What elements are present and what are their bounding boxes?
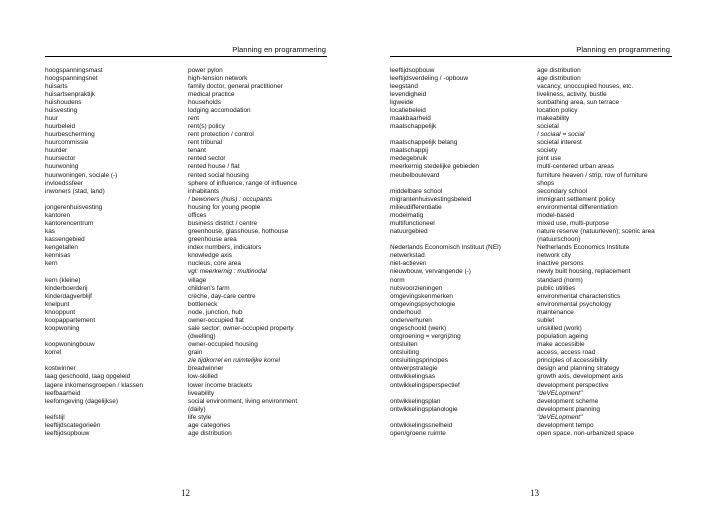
glossary-entry xyxy=(390,373,710,381)
english-translation: (daily) xyxy=(188,405,206,413)
english-translation: nucleus, core area xyxy=(188,260,241,268)
english-translation: breadwinner xyxy=(188,365,224,373)
glossary-entry xyxy=(45,252,355,260)
english-translation: ! sociaal = social xyxy=(537,131,585,139)
english-translation: societal xyxy=(537,123,559,131)
dutch-term: ligweide xyxy=(390,98,414,106)
dutch-term: medegebruik xyxy=(390,155,428,163)
glossary-entry xyxy=(45,180,355,188)
dutch-term: ontsluitingsprincipes xyxy=(390,357,448,365)
glossary-entry xyxy=(390,349,710,357)
dutch-term: ontwikkelingssnelheid xyxy=(390,421,453,429)
english-translation: lower income brackets xyxy=(188,381,253,389)
glossary-entry xyxy=(45,91,355,99)
glossary-entry xyxy=(45,357,355,365)
english-translation: multi-centered urban areas xyxy=(537,163,614,171)
english-translation: (dwelling) xyxy=(188,333,216,341)
glossary-entry xyxy=(390,83,710,91)
dutch-term: nutsvoorzieningen xyxy=(390,284,443,292)
english-translation: node, junction, hub xyxy=(188,308,243,316)
english-translation: society xyxy=(537,147,558,155)
glossary-entry xyxy=(390,252,710,260)
dutch-term: huisarts xyxy=(45,82,68,90)
dutch-term: multifunctioneel xyxy=(390,219,435,227)
glossary-entry xyxy=(45,414,355,422)
dutch-term: maatschappelijk xyxy=(390,123,437,131)
glossary-entry xyxy=(45,244,355,252)
english-translation: "deVELopment" xyxy=(537,389,583,397)
glossary-entry xyxy=(45,430,355,438)
glossary-entry xyxy=(45,293,355,301)
dutch-term: invloedssfeer xyxy=(45,179,83,187)
dutch-term: huur xyxy=(45,114,58,122)
dutch-term: ontwikkelingsperspectief xyxy=(390,381,460,389)
glossary-entry xyxy=(45,341,355,349)
english-translation: development planning xyxy=(537,405,600,413)
glossary-entry xyxy=(390,123,710,131)
glossary-entry xyxy=(45,204,355,212)
english-translation: village xyxy=(188,276,207,284)
glossary-entry xyxy=(45,333,355,341)
glossary-entry xyxy=(45,188,355,196)
glossary-entry xyxy=(45,139,355,147)
dutch-term: huurcommissie xyxy=(45,139,89,147)
english-translation: "deVELopment" xyxy=(537,413,583,421)
english-translation: model-based xyxy=(537,211,575,219)
dutch-term: leeftijdsverdeling / -opbouw xyxy=(390,74,469,82)
english-translation: design and planning strategy xyxy=(537,365,620,373)
dutch-term: huurbeleid xyxy=(45,123,76,131)
dutch-term: huurwoning xyxy=(45,163,79,171)
glossary-entry xyxy=(45,172,355,180)
glossary-entry xyxy=(390,357,710,365)
dutch-term: maakbaarheid xyxy=(390,114,431,122)
glossary-entry xyxy=(390,204,710,212)
english-translation: maintenance xyxy=(537,308,574,316)
english-translation: societal interest xyxy=(537,139,582,147)
english-translation: secondary school xyxy=(537,187,588,195)
glossary-entry xyxy=(390,422,710,430)
dutch-term: kantoren xyxy=(45,211,71,219)
english-translation: inactive persons xyxy=(537,260,584,268)
english-translation: liveliness, activity, bustle xyxy=(537,90,607,98)
glossary-entry xyxy=(390,341,710,349)
glossary-entry xyxy=(390,212,710,220)
dutch-term: kern xyxy=(45,260,58,268)
glossary-entry xyxy=(45,349,355,357)
glossary-entry xyxy=(390,228,710,236)
glossary-list xyxy=(45,67,355,439)
glossary-entry xyxy=(45,196,355,204)
glossary-entry xyxy=(390,147,710,155)
glossary-entry xyxy=(390,390,710,398)
dutch-term: meubelboulevard xyxy=(390,171,440,179)
english-translation: offices xyxy=(188,211,207,219)
dutch-term: ontwikkelingsplanologie xyxy=(390,405,458,413)
glossary-entry xyxy=(390,406,710,414)
glossary-entry xyxy=(45,236,355,244)
english-translation: owner-occupied flat xyxy=(188,316,244,324)
dutch-term: kostwinner xyxy=(45,365,76,373)
glossary-entry xyxy=(45,422,355,430)
glossary-entry xyxy=(390,188,710,196)
english-translation: sphere of influence, range of influence xyxy=(188,179,298,187)
dutch-term: open/groene ruimte xyxy=(390,430,446,438)
english-translation: environmental characteristics xyxy=(537,292,621,300)
dutch-term: kern (kleine) xyxy=(45,276,81,284)
glossary-entry xyxy=(45,115,355,123)
english-translation: zie tijdkorrel en ruimtelijke korrel xyxy=(188,357,280,365)
glossary-entry xyxy=(45,277,355,285)
glossary-entry xyxy=(45,406,355,414)
glossary-entry xyxy=(45,285,355,293)
glossary-entry xyxy=(390,67,710,75)
english-translation: (natuurschoon) xyxy=(537,236,581,244)
english-translation: environmental differentiation xyxy=(537,203,618,211)
glossary-entry xyxy=(390,180,710,188)
dutch-term: ontsluiting xyxy=(390,349,419,357)
dutch-term: kassengebied xyxy=(45,236,85,244)
english-translation: sale sector; owner-occupied property xyxy=(188,325,294,332)
english-translation: social environment, living environment xyxy=(188,397,298,405)
dutch-term: norm xyxy=(390,276,405,284)
english-translation: age categories xyxy=(188,421,231,429)
running-header: Planning en programmering xyxy=(232,45,326,54)
glossary-entry xyxy=(45,220,355,228)
dutch-term: huishoudens xyxy=(45,98,82,106)
glossary-entry xyxy=(390,277,710,285)
dutch-term: koopappartement xyxy=(45,316,96,324)
dutch-term: knelpunt xyxy=(45,300,70,308)
glossary-entry xyxy=(390,115,710,123)
dutch-term: leeftijdsopbouw xyxy=(45,430,90,438)
dutch-term: inwoners (stad, land) xyxy=(45,187,105,195)
english-translation: network city xyxy=(537,252,571,260)
glossary-entry xyxy=(390,301,710,309)
english-translation: environmental psychology xyxy=(537,300,612,308)
dutch-term: omgevingspsychologie xyxy=(390,300,456,308)
english-translation: crèche, day-care centre xyxy=(188,292,256,300)
english-translation: low-skilled xyxy=(188,373,218,381)
english-translation: grain xyxy=(188,349,203,357)
dutch-term: koopwoning xyxy=(45,325,80,332)
glossary-entry xyxy=(45,131,355,139)
english-translation: knowledge axis xyxy=(188,252,233,260)
dutch-term: middelbare school xyxy=(390,187,443,195)
english-translation: life style xyxy=(188,413,212,421)
english-translation: development perspective xyxy=(537,381,609,389)
english-translation: vacancy, unoccupied houses, etc. xyxy=(537,82,634,90)
english-translation: development tempo xyxy=(537,421,594,429)
glossary-entry xyxy=(390,382,710,390)
glossary-entry xyxy=(390,398,710,406)
glossary-entry xyxy=(390,317,710,325)
glossary-entry xyxy=(45,67,355,75)
glossary-entry xyxy=(390,325,710,333)
english-translation: rent tribunal xyxy=(188,139,222,147)
glossary-entry xyxy=(390,430,710,438)
dutch-term: huurbescherming xyxy=(45,131,95,139)
english-translation: principles of accessibility xyxy=(537,357,608,365)
glossary-entry xyxy=(390,99,710,107)
english-translation: public utilities xyxy=(537,284,576,292)
dutch-term: leefstijl xyxy=(45,413,65,421)
glossary-entry xyxy=(45,373,355,381)
dutch-term: kennisas xyxy=(45,252,71,260)
glossary-entry xyxy=(45,398,355,406)
dutch-term: modelmatig xyxy=(390,211,424,219)
english-translation: inhabitants xyxy=(188,187,220,195)
english-translation: nature reserve (natuurleven); scenic area xyxy=(537,228,655,236)
dutch-term: ongeschoold (werk) xyxy=(390,325,447,332)
english-translation: children's farm xyxy=(188,284,230,292)
glossary-entry xyxy=(390,220,710,228)
english-translation: newly built housing, replacement xyxy=(537,268,631,276)
glossary-entry xyxy=(390,91,710,99)
glossary-entry xyxy=(45,390,355,398)
dutch-term: knooppunt xyxy=(45,308,76,316)
glossary-entry xyxy=(390,293,710,301)
dutch-term: ontwikkelingsplan xyxy=(390,397,441,405)
glossary-entry xyxy=(390,333,710,341)
english-translation: rent protection / control xyxy=(188,131,254,139)
glossary-entry xyxy=(45,228,355,236)
dutch-term: laag geschoold, laag opgeleid xyxy=(45,373,131,381)
english-translation: sunbathing area, sun terrace xyxy=(537,98,619,106)
glossary-entry xyxy=(45,155,355,163)
glossary-entry xyxy=(390,139,710,147)
glossary-entry xyxy=(45,123,355,131)
glossary-entry xyxy=(45,107,355,115)
english-translation: joint use xyxy=(537,155,561,163)
running-header: Planning en programmering xyxy=(576,45,670,54)
glossary-entry xyxy=(45,147,355,155)
dutch-term: koopwoningbouw xyxy=(45,341,95,349)
dutch-term: natuurgebied xyxy=(390,228,428,236)
dutch-term: ontsluiten xyxy=(390,341,418,349)
dutch-term: korrel xyxy=(45,349,62,357)
dutch-term: Nederlands Economisch Instituut (NEI) xyxy=(390,244,501,252)
english-translation: development scheme xyxy=(537,397,599,405)
dutch-term: kengetallen xyxy=(45,244,78,252)
english-translation: location policy xyxy=(537,106,578,114)
english-translation: high-tension network xyxy=(188,74,248,82)
english-translation: Netherlands Economics Institute xyxy=(537,244,630,252)
english-translation: rent(s) policy xyxy=(188,123,225,131)
dutch-term: kantorencentrum xyxy=(45,219,94,227)
glossary-entry xyxy=(390,244,710,252)
dutch-term: nieuwbouw, vervangende (-) xyxy=(390,268,471,276)
english-translation: rented social housing xyxy=(188,171,249,179)
english-translation: medical practice xyxy=(188,90,235,98)
english-translation: open space, non-urbanized space xyxy=(537,430,634,438)
english-translation: ! bewoners (huis) : occupants xyxy=(188,195,273,203)
header-rule xyxy=(390,56,672,57)
english-translation: liveability xyxy=(188,389,215,397)
english-translation: age distribution xyxy=(537,74,581,82)
glossary-entry xyxy=(45,365,355,373)
dutch-term: huursector xyxy=(45,155,76,163)
english-translation: lodging accomodation xyxy=(188,106,251,114)
english-translation: immigrant settlement policy xyxy=(537,195,615,203)
english-translation: sublet xyxy=(537,316,555,324)
english-translation: mixed use, multi-purpose xyxy=(537,219,609,227)
dutch-term: onderhoud xyxy=(390,308,421,316)
english-translation: makeability xyxy=(537,114,570,122)
dutch-term: kas xyxy=(45,228,56,236)
glossary-entry xyxy=(390,155,710,163)
glossary-entry xyxy=(390,260,710,268)
english-translation: greenhouse area xyxy=(188,236,237,244)
english-translation: standard (norm) xyxy=(537,276,583,284)
english-translation: index numbers, indicators xyxy=(188,244,262,252)
dutch-term: lagere inkomensgroepen / klassen xyxy=(45,381,144,389)
glossary-entry xyxy=(45,325,355,333)
dutch-term: ontwikkelingsas xyxy=(390,373,436,381)
dutch-term: hoogspanningsnet xyxy=(45,74,98,82)
dutch-term: ontgroening = vergrijzing xyxy=(390,333,461,341)
glossary-entry xyxy=(390,131,710,139)
dutch-term: ontwerpstrategie xyxy=(390,365,438,373)
dutch-term: leefomgeving (dagelijkse) xyxy=(45,397,118,405)
english-translation: bottleneck xyxy=(188,300,218,308)
glossary-entry xyxy=(390,285,710,293)
english-translation: rented house / flat xyxy=(188,163,240,171)
dutch-term: kinderboerderij xyxy=(45,284,88,292)
english-translation: unskilled (work) xyxy=(537,325,582,332)
dutch-term: maatschappij xyxy=(390,147,428,155)
dutch-term: netwerkstad xyxy=(390,252,425,260)
glossary-entry xyxy=(45,83,355,91)
dutch-term: huisvesting xyxy=(45,106,78,114)
dutch-term: levendigheid xyxy=(390,90,427,98)
english-translation: make accessible xyxy=(537,341,585,349)
glossary-list xyxy=(390,67,710,439)
glossary-entry xyxy=(45,260,355,268)
english-translation: furniture heaven / strip, row of furniture xyxy=(537,171,648,179)
glossary-entry xyxy=(390,268,710,276)
english-translation: rented sector xyxy=(188,155,226,163)
dutch-term: kinderdagverblijf xyxy=(45,292,92,300)
dutch-term: jongerenhuisvesting xyxy=(45,203,103,211)
english-translation: access, access road xyxy=(537,349,596,357)
english-translation: age distribution xyxy=(537,66,581,74)
english-translation: households xyxy=(188,98,221,106)
english-translation: greenhouse, glasshouse, hothouse xyxy=(188,228,289,236)
dutch-term: milieudifferentiatie xyxy=(390,203,442,211)
glossary-entry xyxy=(45,382,355,390)
glossary-entry xyxy=(390,172,710,180)
dutch-term: huisartsenpraktijk xyxy=(45,90,96,98)
english-translation: power pylon xyxy=(188,66,223,74)
dutch-term: maatschappelijk belang xyxy=(390,139,458,147)
glossary-entry xyxy=(45,268,355,276)
english-translation: business district / centre xyxy=(188,219,258,227)
english-translation: vgl: meerkernig : multinodal xyxy=(188,268,267,276)
glossary-entry xyxy=(390,365,710,373)
glossary-entry xyxy=(45,317,355,325)
english-translation: growth axis, development axis xyxy=(537,373,624,381)
glossary-entry xyxy=(390,107,710,115)
glossary-entry xyxy=(390,196,710,204)
english-translation: housing for young people xyxy=(188,203,261,211)
english-translation: age distribution xyxy=(188,430,232,438)
page-number: 12 xyxy=(181,488,190,498)
glossary-entry xyxy=(45,212,355,220)
dutch-term: meerkernig stedelijke gebieden xyxy=(390,163,480,171)
glossary-entry xyxy=(45,99,355,107)
dutch-term: huurder xyxy=(45,147,68,155)
english-translation: rent xyxy=(188,114,200,122)
dutch-term: onderverhuren xyxy=(390,316,432,324)
glossary-entry xyxy=(45,75,355,83)
dutch-term: leefbaarheid xyxy=(45,389,81,397)
dutch-term: migrantenhuisvestingsbeleid xyxy=(390,195,472,203)
dutch-term: leegstand xyxy=(390,82,418,90)
english-translation: population ageing xyxy=(537,333,588,341)
glossary-entry xyxy=(390,236,710,244)
dutch-term: huurwoningen, sociale (-) xyxy=(45,171,118,179)
glossary-entry xyxy=(45,309,355,317)
glossary-entry xyxy=(390,163,710,171)
dutch-term: hoogspanningsmast xyxy=(45,66,103,74)
header-rule xyxy=(45,56,327,57)
dutch-term: locatiebeleid xyxy=(390,106,426,114)
right-page xyxy=(364,0,728,514)
glossary-entry xyxy=(45,163,355,171)
english-translation: owner-occupied housing xyxy=(188,341,258,349)
glossary-entry xyxy=(390,414,710,422)
dutch-term: leeftijdscategorieën xyxy=(45,421,101,429)
glossary-entry xyxy=(390,75,710,83)
english-translation: shops xyxy=(537,179,555,187)
page-number: 13 xyxy=(530,488,539,498)
dutch-term: niet-actieven xyxy=(390,260,427,268)
dutch-term: omgevingskenmerken xyxy=(390,292,453,300)
glossary-entry xyxy=(390,309,710,317)
english-translation: tenant xyxy=(188,147,206,155)
glossary-entry xyxy=(45,301,355,309)
dutch-term: leeftijdsopbouw xyxy=(390,66,435,74)
english-translation: family doctor, general practitioner xyxy=(188,82,283,90)
